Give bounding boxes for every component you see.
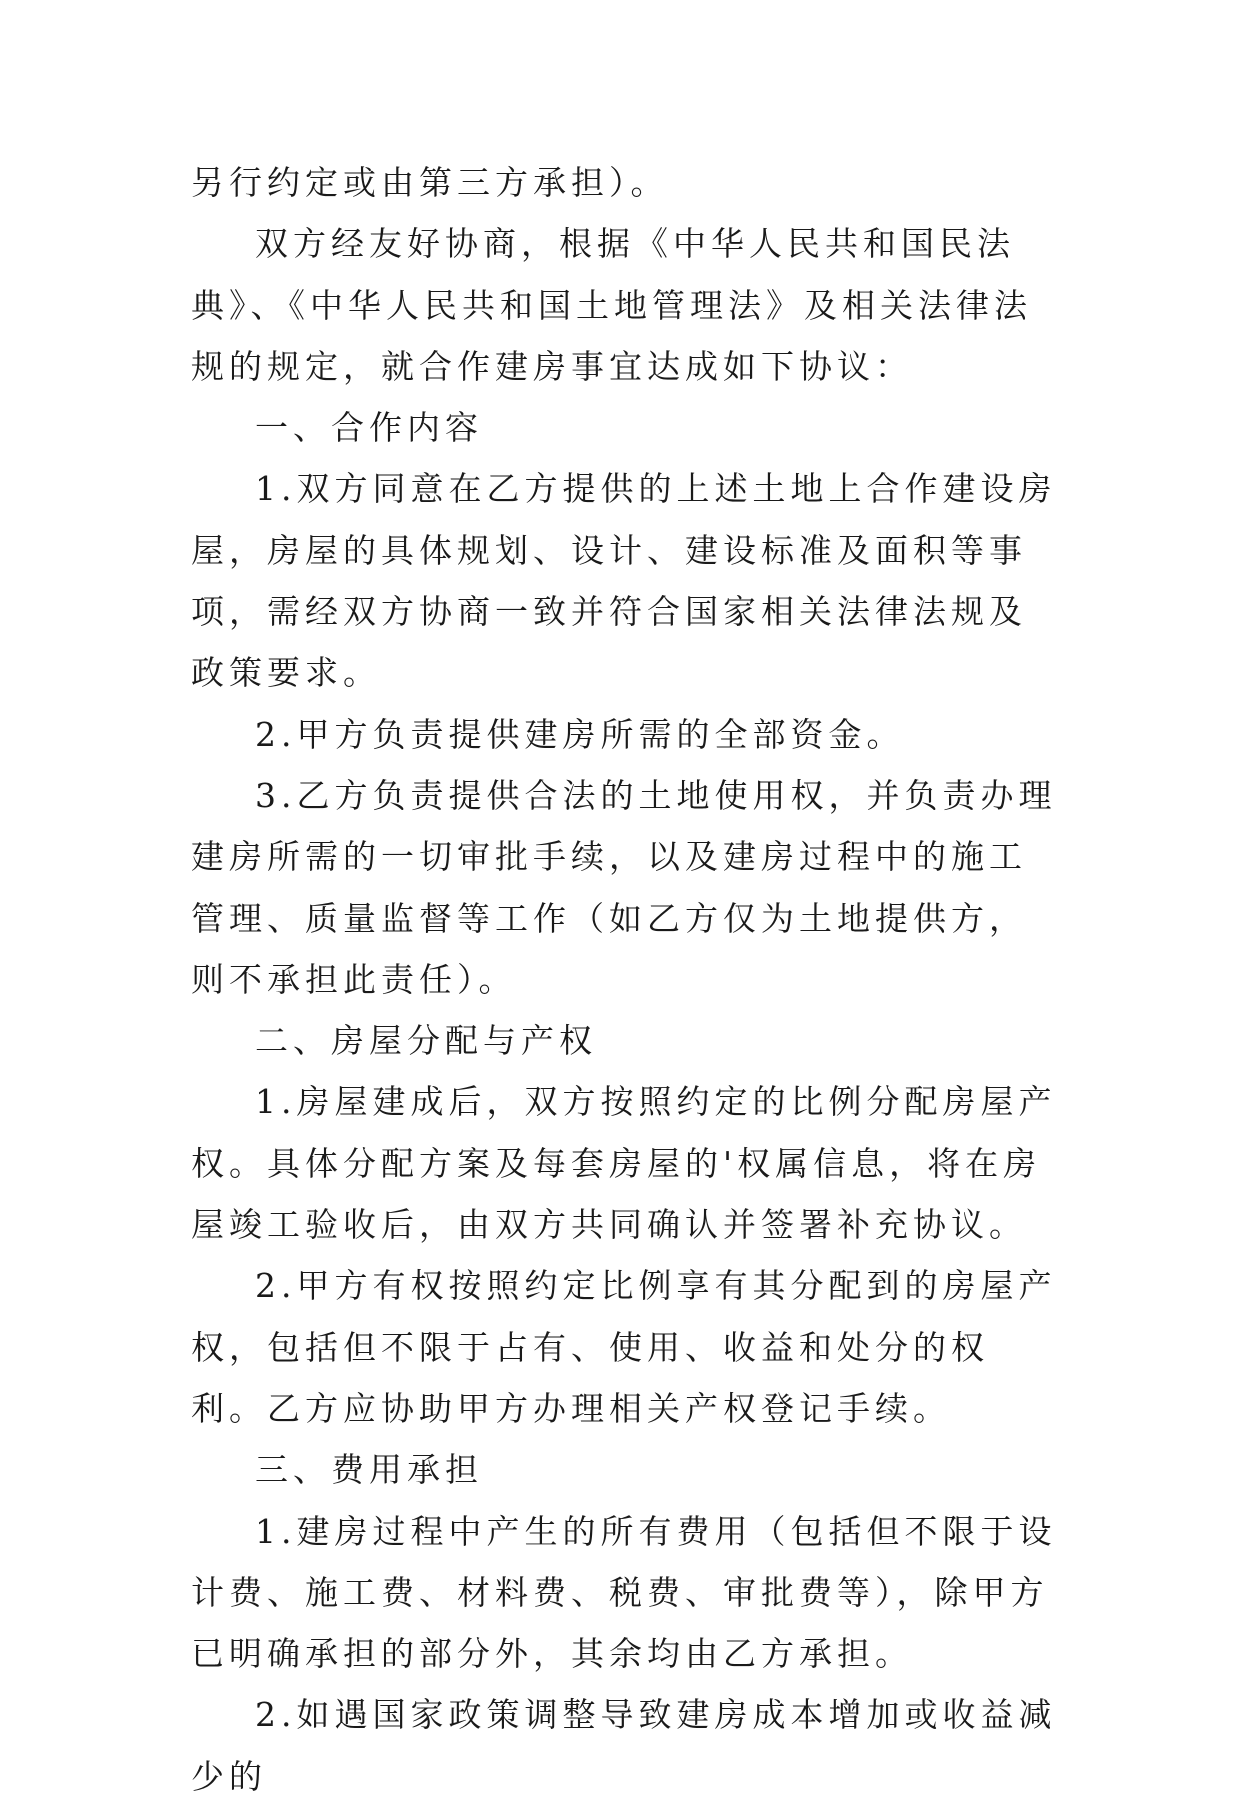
clause-2-2: 2.甲方有权按照约定比例享有其分配到的房屋产权，包括但不限于占有、使用、收益和处分的权利。乙方应协助甲方办理相关产权登记手续。 — [191, 1266, 1057, 1428]
section-heading-costs: 三、费用承担 — [255, 1450, 483, 1490]
section-heading-cooperation: 一、合作内容 — [255, 408, 483, 448]
clause-1-2: 2.甲方负责提供建房所需的全部资金。 — [255, 714, 905, 754]
clause-3-1: 1.建房过程中产生的所有费用（包括但不限于设计费、施工费、材料费、税费、审批费等），除甲方已明确承担的部分外，其余均由乙方承担。 — [191, 1511, 1057, 1674]
clause-2-1: 1.房屋建成后，双方按照约定的比例分配房屋产权。具体分配方案及每套房屋的'权属信息，将在房屋竣工验收后，由双方共同确认并签署补充协议。 — [191, 1082, 1057, 1245]
document-body — [191, 152, 1061, 1807]
paragraph-preamble: 双方经友好协商，根据《中华人民共和国民法典》、《中华人民共和国土地管理法》及相关法律法规的规定，就合作建房事宜达成如下协议： — [191, 224, 1032, 386]
clause-1-3: 3.乙方负责提供合法的土地使用权，并负责办理建房所需的一切审批手续，以及建房过程中的施工管理、质量监督等工作（如乙方仅为土地提供方，则不承担此责任）。 — [191, 775, 1057, 999]
clause-1-1: 1.双方同意在乙方提供的上述土地上合作建设房屋，房屋的具体规划、设计、建设标准及面积等事项，需经双方协商一致并符合国家相关法律法规及政策要求。 — [191, 469, 1057, 693]
section-heading-distribution: 二、房屋分配与产权 — [255, 1021, 597, 1061]
clause-3-2: 2.如遇国家政策调整导致建房成本增加或收益减少的 — [191, 1695, 1057, 1796]
paragraph-continuation: 另行约定或由第三方承担）。 — [191, 163, 669, 202]
